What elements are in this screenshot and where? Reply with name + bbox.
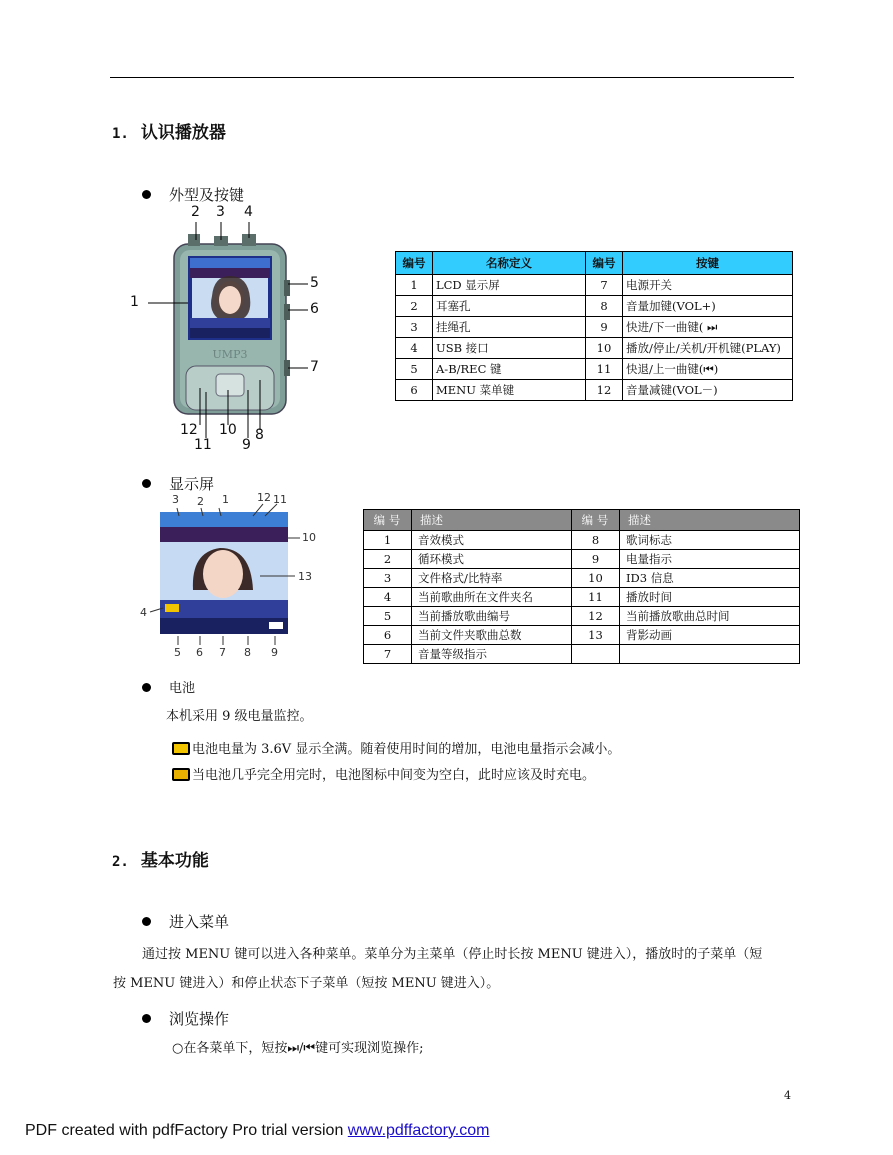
bullet-dot bbox=[142, 917, 151, 926]
table-cell: 快退/上一曲键(⏮) bbox=[623, 359, 793, 380]
table-row bbox=[396, 338, 793, 359]
table-row bbox=[364, 588, 800, 607]
table-row bbox=[396, 275, 793, 296]
table-header-cell: 按键 bbox=[623, 252, 793, 275]
table-header-row bbox=[396, 252, 793, 275]
bullet-browse bbox=[142, 1008, 229, 1029]
browse-text: ○在各菜单下，短按⏭/⏮键可实现浏览操作; bbox=[172, 1041, 424, 1056]
table-cell: 当前播放歌曲总时间 bbox=[620, 607, 800, 626]
pdffactory-link[interactable]: www.pdffactory.com bbox=[347, 1122, 490, 1139]
table-cell: 11 bbox=[572, 588, 620, 607]
device-label-6: 6 bbox=[310, 301, 319, 317]
device-illustration bbox=[130, 200, 330, 460]
screen-illustration bbox=[140, 490, 345, 665]
table-cell: 2 bbox=[396, 296, 433, 317]
bullet-dot bbox=[142, 479, 151, 488]
table-row bbox=[396, 359, 793, 380]
screen-label-1: 1 bbox=[222, 493, 229, 506]
table-cell: 8 bbox=[586, 296, 623, 317]
table-cell: 9 bbox=[586, 317, 623, 338]
table-cell: 当前文件夹歌曲总数 bbox=[412, 626, 572, 645]
table-cell: 音效模式 bbox=[412, 531, 572, 550]
table-cell: 7 bbox=[364, 645, 412, 664]
display-description-table bbox=[363, 509, 800, 664]
table-cell: A-B/REC 键 bbox=[433, 359, 586, 380]
table-cell: 8 bbox=[572, 531, 620, 550]
screen-label-7: 7 bbox=[219, 646, 226, 659]
table-cell: 4 bbox=[364, 588, 412, 607]
table-cell: 电源开关 bbox=[623, 275, 793, 296]
device-label-2: 2 bbox=[191, 204, 200, 220]
bullet-battery-label: 电池 bbox=[169, 681, 196, 696]
table-cell: 1 bbox=[364, 531, 412, 550]
table-cell: 电量指示 bbox=[620, 550, 800, 569]
table-header-row bbox=[364, 510, 800, 531]
table-header-cell: 编号 bbox=[396, 252, 433, 275]
table-cell: 6 bbox=[396, 380, 433, 401]
table-cell bbox=[620, 645, 800, 664]
section-2-heading bbox=[112, 846, 209, 871]
device-label-4: 4 bbox=[244, 204, 253, 220]
device-drawing bbox=[130, 200, 330, 460]
table-row bbox=[364, 531, 800, 550]
table-cell: 2 bbox=[364, 550, 412, 569]
table-row bbox=[364, 626, 800, 645]
device-label-10: 10 bbox=[219, 422, 237, 438]
device-label-12: 12 bbox=[180, 422, 198, 438]
section-1-number: 1. bbox=[112, 126, 129, 142]
screen-label-5: 5 bbox=[174, 646, 181, 659]
table-cell: 3 bbox=[396, 317, 433, 338]
battery-full-text: 电池电量为 3.6V 显示全满。随着使用时间的增加，电池电量指示会减小。 bbox=[192, 742, 621, 757]
screen-label-2: 2 bbox=[197, 495, 204, 508]
table-cell: 音量减键(VOL－) bbox=[623, 380, 793, 401]
battery-full-line bbox=[172, 736, 620, 764]
section-1-title: 认识播放器 bbox=[140, 123, 226, 143]
bullet-battery bbox=[142, 677, 195, 696]
bullet-menu bbox=[142, 911, 229, 932]
table-cell: 1 bbox=[396, 275, 433, 296]
section-2-number: 2. bbox=[112, 854, 129, 870]
table-header-cell: 编 号 bbox=[572, 510, 620, 531]
table-row bbox=[364, 607, 800, 626]
battery-empty-icon bbox=[172, 768, 190, 781]
table-cell: 5 bbox=[364, 607, 412, 626]
table-row bbox=[364, 550, 800, 569]
table-cell: 12 bbox=[572, 607, 620, 626]
table-cell: 7 bbox=[586, 275, 623, 296]
screen-label-11: 11 bbox=[273, 493, 287, 506]
table-cell: ID3 信息 bbox=[620, 569, 800, 588]
device-label-7: 7 bbox=[310, 359, 319, 375]
battery-empty-line bbox=[172, 762, 595, 790]
screen-label-12: 12 bbox=[257, 491, 271, 504]
table-cell: 当前歌曲所在文件夹名 bbox=[412, 588, 572, 607]
device-label-8: 8 bbox=[255, 427, 264, 443]
table-cell: MENU 菜单键 bbox=[433, 380, 586, 401]
table-cell: 当前播放歌曲编号 bbox=[412, 607, 572, 626]
table-cell: 4 bbox=[396, 338, 433, 359]
screen-label-4: 4 bbox=[140, 606, 147, 619]
table-header-cell: 描述 bbox=[412, 510, 572, 531]
bullet-display-label: 显示屏 bbox=[169, 475, 215, 493]
device-label-11: 11 bbox=[194, 437, 212, 453]
table-cell: 循环模式 bbox=[412, 550, 572, 569]
table-cell: 12 bbox=[586, 380, 623, 401]
bullet-dot bbox=[142, 683, 151, 692]
table-row bbox=[396, 317, 793, 338]
table-header-cell: 名称定义 bbox=[433, 252, 586, 275]
svg-text:UMP3: UMP3 bbox=[212, 348, 248, 361]
table-cell: 11 bbox=[586, 359, 623, 380]
device-label-3: 3 bbox=[216, 204, 225, 220]
bullet-dot bbox=[142, 190, 151, 199]
table-cell: 5 bbox=[396, 359, 433, 380]
screen-label-9: 9 bbox=[271, 646, 278, 659]
table-row bbox=[364, 645, 800, 664]
table-cell: 3 bbox=[364, 569, 412, 588]
table-cell: LCD 显示屏 bbox=[433, 275, 586, 296]
table-row bbox=[364, 569, 800, 588]
bullet-menu-label: 进入菜单 bbox=[169, 913, 230, 931]
menu-text-line-1: 通过按 MENU 键可以进入各种菜单。菜单分为主菜单（停止时长按 MENU 键进入），播放时的子菜单（短 bbox=[142, 947, 763, 962]
device-label-5: 5 bbox=[310, 275, 319, 291]
section-2-title: 基本功能 bbox=[140, 851, 209, 871]
table-header-cell: 编 号 bbox=[364, 510, 412, 531]
pdf-footer bbox=[25, 1122, 489, 1140]
table-cell: USB 接口 bbox=[433, 338, 586, 359]
table-cell: 文件格式/比特率 bbox=[412, 569, 572, 588]
bullet-dot bbox=[142, 1014, 151, 1023]
screen-drawing bbox=[145, 490, 345, 665]
header-rule bbox=[110, 77, 794, 78]
menu-text-line-2: 按 MENU 键进入）和停止状态下子菜单（短按 MENU 键进入）。 bbox=[113, 976, 500, 991]
screen-label-13: 13 bbox=[298, 570, 312, 583]
bullet-appearance-label: 外型及按键 bbox=[169, 186, 245, 204]
table-cell: 快进/下一曲键( ⏭ bbox=[623, 317, 793, 338]
table-row bbox=[396, 296, 793, 317]
table-cell: 耳塞孔 bbox=[433, 296, 586, 317]
table-cell: 10 bbox=[572, 569, 620, 588]
screen-label-3: 3 bbox=[172, 493, 179, 506]
table-cell: 播放/停止/关机/开机键(PLAY) bbox=[623, 338, 793, 359]
section-1-heading bbox=[112, 118, 226, 143]
table-cell: 13 bbox=[572, 626, 620, 645]
table-cell bbox=[572, 645, 620, 664]
button-definition-table bbox=[395, 251, 793, 401]
table-cell: 播放时间 bbox=[620, 588, 800, 607]
table-cell: 6 bbox=[364, 626, 412, 645]
table-cell: 歌词标志 bbox=[620, 531, 800, 550]
battery-full-icon bbox=[172, 742, 190, 755]
table-row bbox=[396, 380, 793, 401]
table-cell: 背影动画 bbox=[620, 626, 800, 645]
table-cell: 9 bbox=[572, 550, 620, 569]
screen-label-6: 6 bbox=[196, 646, 203, 659]
page-number: 4 bbox=[784, 1089, 791, 1102]
table-cell: 音量等级指示 bbox=[412, 645, 572, 664]
table-cell: 音量加键(VOL+) bbox=[623, 296, 793, 317]
table-cell: 挂绳孔 bbox=[433, 317, 586, 338]
device-label-9: 9 bbox=[242, 437, 251, 453]
bullet-browse-label: 浏览操作 bbox=[169, 1010, 230, 1028]
device-label-1: 1 bbox=[130, 294, 139, 310]
table-header-cell: 描述 bbox=[620, 510, 800, 531]
table-header-cell: 编号 bbox=[586, 252, 623, 275]
screen-label-10: 10 bbox=[302, 531, 316, 544]
battery-empty-text: 当电池几乎完全用完时，电池图标中间变为空白，此时应该及时充电。 bbox=[192, 768, 596, 783]
battery-intro: 本机采用 9 级电量监控。 bbox=[166, 709, 313, 724]
screen-label-8: 8 bbox=[244, 646, 251, 659]
footer-text: PDF created with pdfFactory Pro trial version bbox=[25, 1122, 348, 1139]
table-cell: 10 bbox=[586, 338, 623, 359]
